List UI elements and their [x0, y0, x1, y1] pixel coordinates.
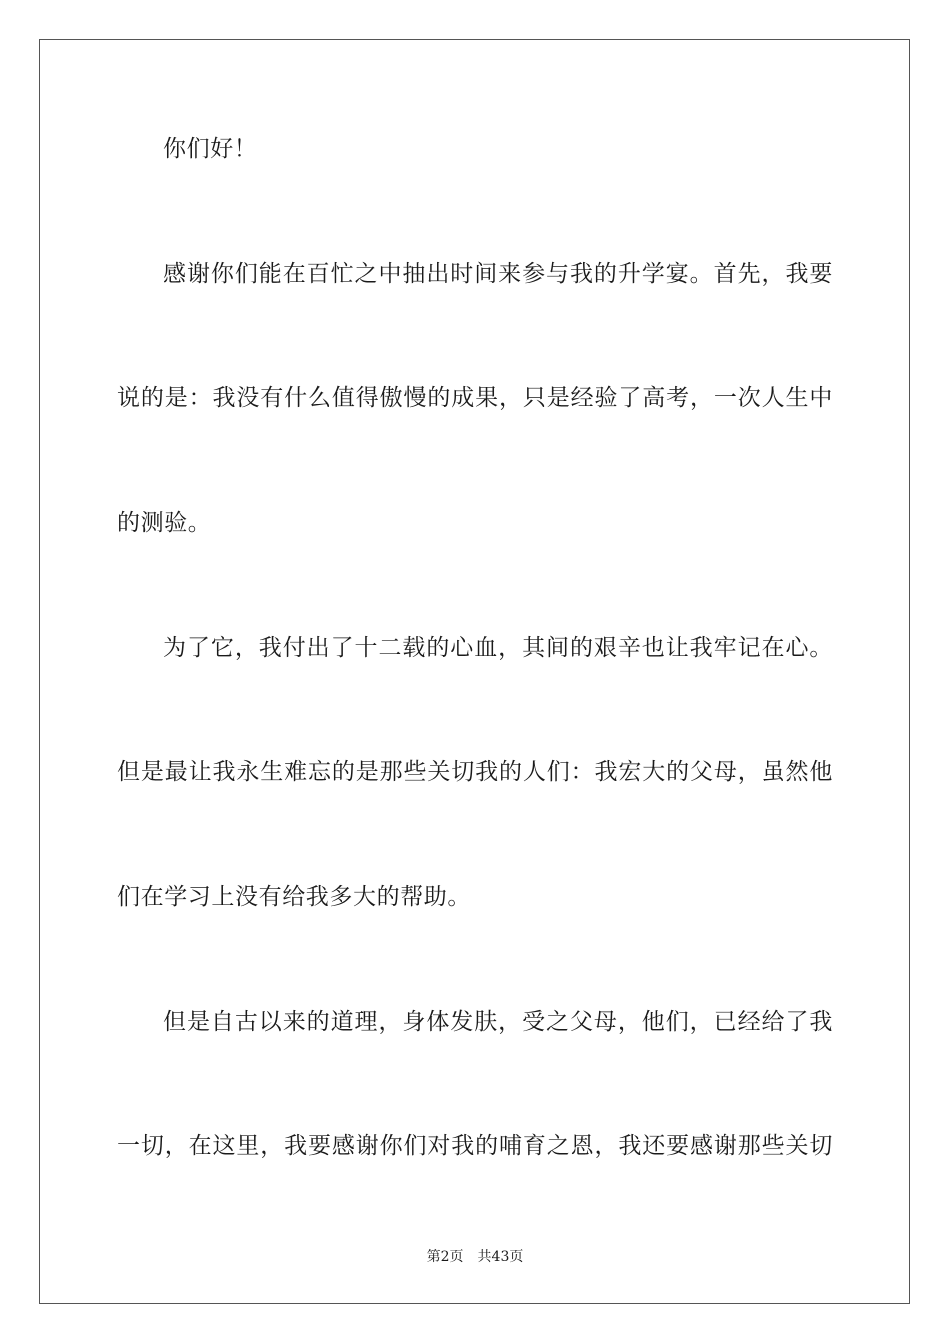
page-number: 第2页: [426, 1249, 464, 1265]
page-border: [39, 39, 910, 1304]
text-line-greeting: 你们好！: [163, 136, 258, 162]
text-line: 感谢你们能在百忙之中抽出时间来参与我的升学宴。首先，我要: [163, 261, 833, 287]
text-line: 一切，在这里，我要感谢你们对我的哺育之恩，我还要感谢那些关切: [117, 1133, 833, 1159]
text-line: 说的是：我没有什么值得傲慢的成果，只是经验了高考，一次人生中: [117, 385, 833, 411]
text-line: 但是自古以来的道理，身体发肤，受之父母，他们，已经给了我: [163, 1009, 833, 1035]
text-line: 为了它，我付出了十二载的心血，其间的艰辛也让我牢记在心。: [163, 635, 833, 661]
text-line: 的测验。: [117, 510, 212, 536]
page-total: 共43页: [477, 1249, 524, 1265]
page-footer: [0, 1247, 950, 1267]
text-line: 但是最让我永生难忘的是那些关切我的人们：我宏大的父母，虽然他: [117, 759, 833, 785]
text-line: 们在学习上没有给我多大的帮助。: [117, 884, 471, 910]
